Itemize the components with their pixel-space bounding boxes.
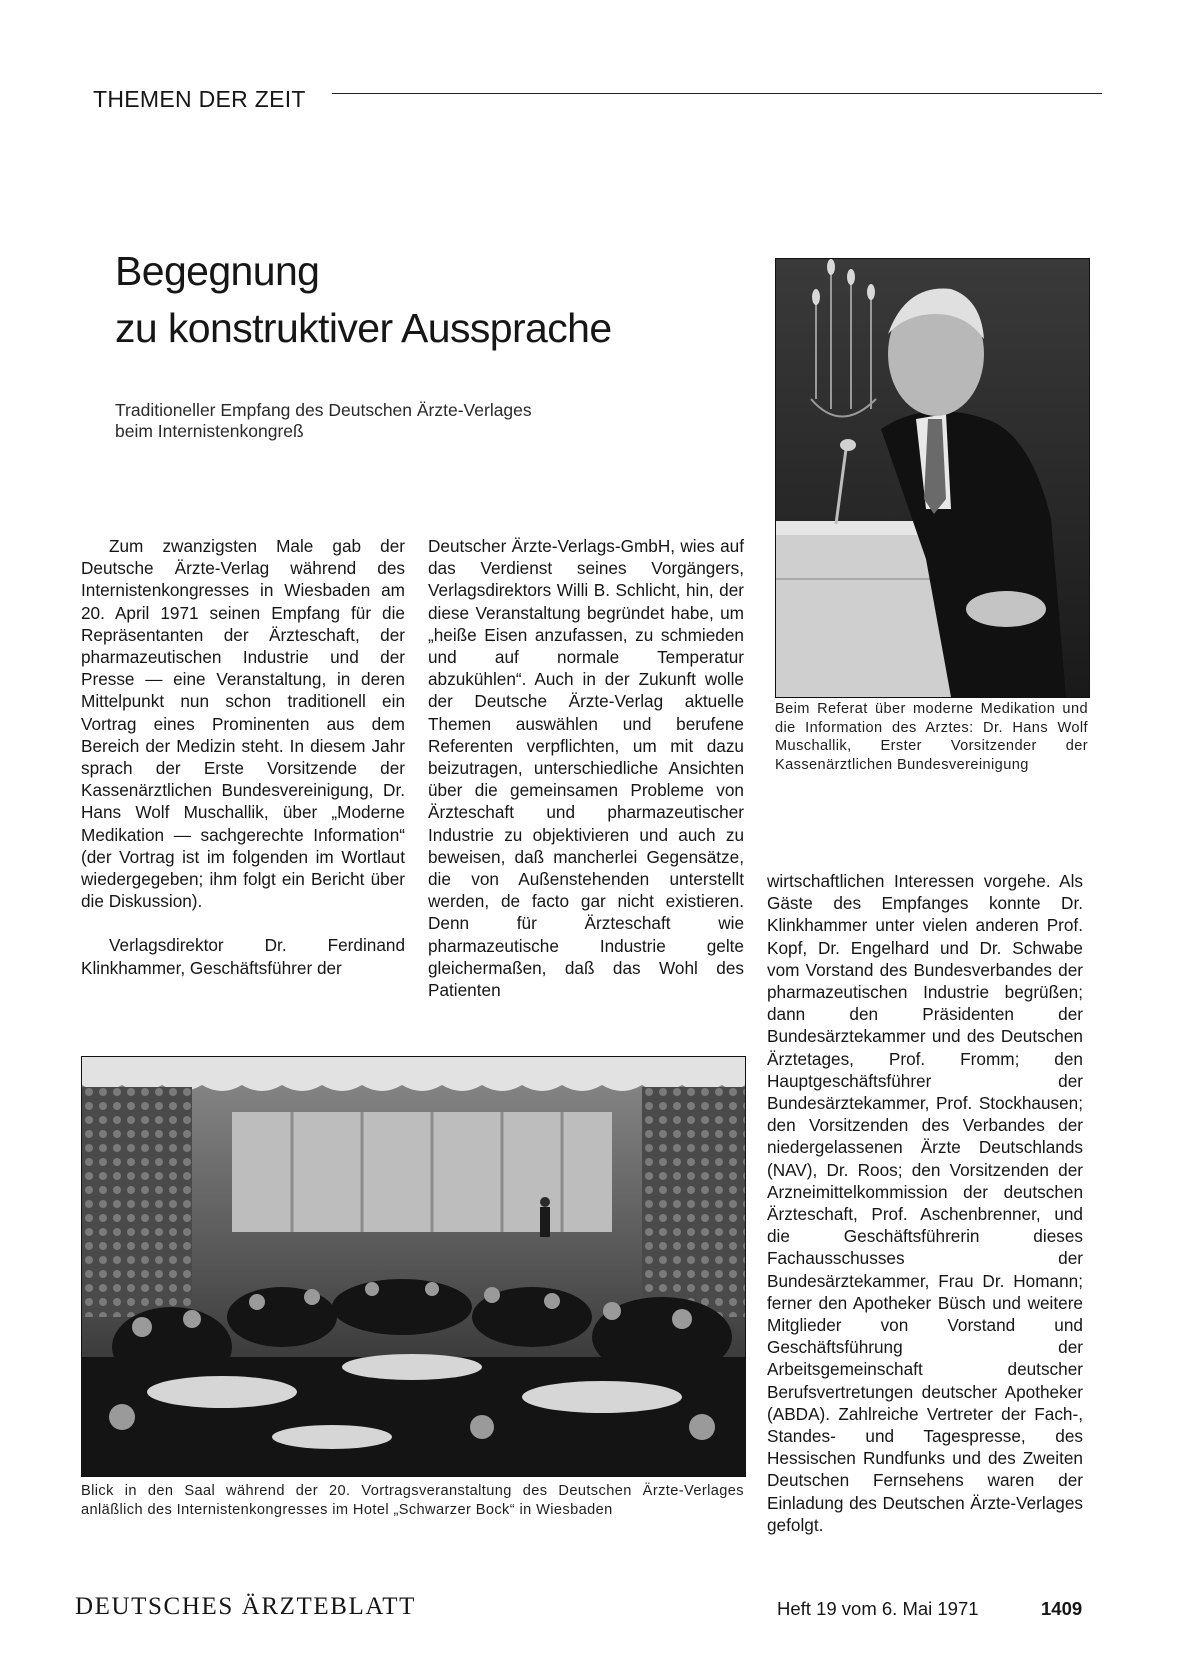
paragraph: wirtschaftlichen Interessen vorgehe. Als Gäste des Empfanges konnte Dr. Klinkhammer unter vielen anderen Prof. Kopf, Dr. Engelhard und Dr. Schwabe vom Vorstand des Bundesverbandes der pharmazeutischen Industrie begrüßen; dann den Präsidenten der Bundesärztekammer und des Deutschen Ärztetages, Prof. Fromm; den Hauptgeschäftsführer der Bundesärztekammer, Prof. Stockhausen; den Vorsitzenden des Verbandes der niedergelassenen Ärzte Deutschlands (NAV), Dr. Roos; den Vorsitzenden der Arzneimittelkommission der deutschen Ärzteschaft, Prof. Aschenbrenner, und die Geschäftsführerin dieses Fachausschusses der Bundesärztekammer, Frau Dr. Homann; ferner den Apotheker Büsch und weitere Mitglieder von Vorstand und Geschäftsführung der Arbeitsgemeinschaft deutscher Berufsvertretungen deutscher Apotheker (ABDA). Zahlreiche Vertreter der Fach-, Standes- und Tagespresse, des Hessischen Rundfunks und des Zweiten Deutschen Fernsehens waren der Einladung des Deutschen Ärzte-Verlages gefolgt. (767, 871, 1083, 1535)
paragraph: Deutscher Ärzte-Verlags-GmbH, wies auf das Verdienst seines Vorgängers, Verlagsdirektors Willi B. Schlicht, hin, der diese Veranstaltung begründet habe, um „heiße Eisen anzufassen, zu schmieden und auf normale Temperatur abzukühlen“. Auch in der Zukunft wolle der Deutsche Ärzte-Verlag aktuelle Themen auswählen und berufene Referenten verpflichten, um mit dazu beizutragen, unterschiedliche Ansichten über die gemeinsamen Probleme von Ärzteschaft und pharmazeutischer Industrie zu objektivieren und auch zu beweisen, daß mancherlei Gegensätze, die von Außenstehenden unterstellt werden, de facto gar nicht existieren. Denn für Ärzteschaft wie pharmazeutische Industrie gelte gleichermaßen, daß das Wohl des Patienten (428, 536, 744, 1001)
article-subtitle-line: beim Internistenkongreß (115, 421, 304, 441)
article-column-1 (81, 535, 405, 979)
header-rule (332, 93, 1102, 94)
article-title (115, 243, 612, 357)
hall-photo (81, 1056, 746, 1477)
article-subtitle-line: Traditioneller Empfang des Deutschen Ärzte-Verlages (115, 400, 532, 420)
hall-photo-caption: Blick in den Saal während der 20. Vortragsveranstaltung des Deutschen Ärzte-Verlages anläßlich des Internistenkongresses im Hotel „Schwarzer Bock“ in Wiesbaden (81, 1483, 744, 1518)
paragraph: Verlagsdirektor Dr. Ferdinand Klinkhammer, Geschäftsführer der (81, 935, 405, 978)
section-label: THEMEN DER ZEIT (93, 86, 306, 112)
article-subtitle (115, 400, 532, 442)
paragraph: Zum zwanzigsten Male gab der Deutsche Ärzte-Verlag während des Internistenkongresses in Wiesbaden am 20. April 1971 seinen Empfang für die Repräsentanten der Ärzteschaft, der pharmazeutischen Industrie und der Presse — eine Veranstaltung, in deren Mittelpunkt nun schon traditionell ein Vortrag eines Prominenten aus dem Bereich der Medizin steht. In diesem Jahr sprach der Erste Vorsitzende der Kassenärztlichen Bundesvereinigung, Dr. Hans Wolf Muschallik, über „Moderne Medikation — sachgerechte Information“ (der Vortrag ist im folgenden im Wortlaut wiedergegeben; ihm folgt ein Bericht über die Diskussion). (81, 536, 405, 912)
publication-masthead: DEUTSCHES ÄRZTEBLATT (75, 1593, 417, 1620)
article-column-3 (767, 870, 1083, 1536)
article-title-line: zu konstruktiver Aussprache (115, 305, 612, 351)
article-column-2 (428, 535, 744, 1001)
issue-info: Heft 19 vom 6. Mai 1971 (777, 1598, 979, 1619)
speaker-photo (775, 258, 1090, 698)
page-number: 1409 (1041, 1598, 1083, 1619)
article-title-line: Begegnung (115, 248, 320, 294)
speaker-photo-caption: Beim Referat über moderne Medikation und die Information des Arztes: Dr. Hans Wolf Muschallik, Erster Vorsitzender der Kassenärztlichen Bundesvereinigung (775, 701, 1088, 773)
